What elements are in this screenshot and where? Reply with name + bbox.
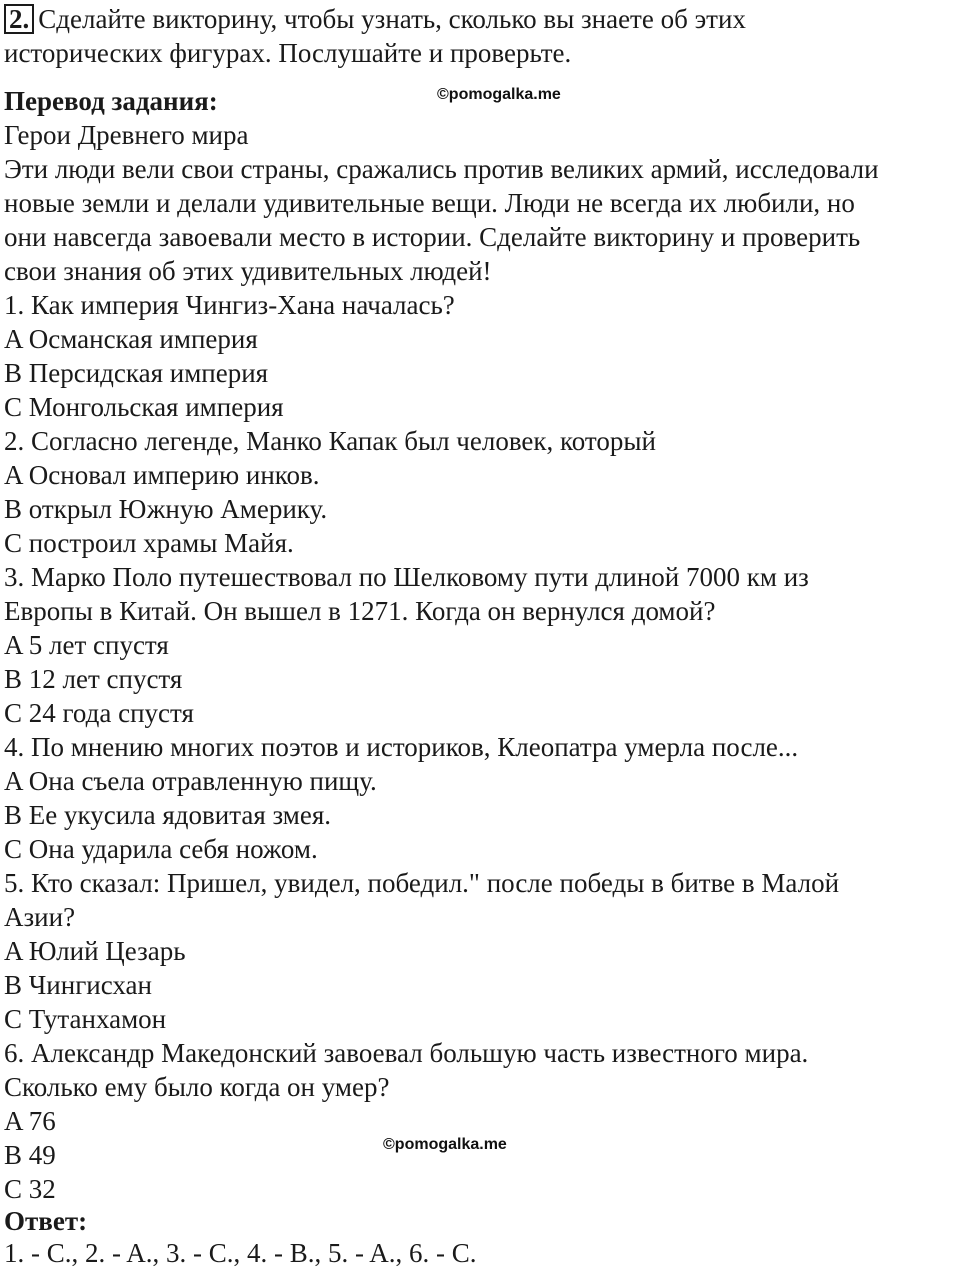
- intro-line: они навсегда завоевали место в истории. Сделайте викторину и проверить: [4, 222, 861, 252]
- quiz-option: C построил храмы Майя.: [4, 528, 294, 558]
- quiz-option: A Юлий Цезарь: [4, 936, 186, 966]
- task-line-2: исторических фигурах. Послушайте и проверьте.: [4, 38, 572, 68]
- quiz-option: B 49: [4, 1140, 56, 1170]
- quiz-option: A 5 лет спустя: [4, 630, 169, 660]
- quiz-question-3: 3. Марко Поло путешествовал по Шелковому пути длиной 7000 км из: [4, 562, 809, 592]
- quiz-option: C Она ударила себя ножом.: [4, 834, 318, 864]
- quiz-option: A Османская империя: [4, 324, 258, 354]
- quiz-option: A 76: [4, 1106, 56, 1136]
- quiz-question-6-cont: Сколько ему было когда он умер?: [4, 1072, 390, 1102]
- quiz-question-4: 4. По мнению многих поэтов и историков, Клеопатра умерла после...: [4, 732, 799, 762]
- quiz-question-6: 6. Александр Македонский завоевал большую часть известного мира.: [4, 1038, 809, 1068]
- translation-heading: Перевод задания:: [4, 86, 218, 116]
- quiz-option: C 24 года спустя: [4, 698, 194, 728]
- task-text-1: Сделайте викторину, чтобы узнать, сколько вы знаете об этих: [38, 4, 746, 34]
- quiz-question-2: 2. Согласно легенде, Манко Капак был человек, который: [4, 426, 656, 456]
- quiz-question-1: 1. Как империя Чингиз-Хана началась?: [4, 290, 455, 320]
- answer-text: 1. - C., 2. - A., 3. - C., 4. - B., 5. - A., 6. - C.: [4, 1238, 477, 1268]
- quiz-option: B открыл Южную Америку.: [4, 494, 328, 524]
- watermark-top: ©pomogalka.me: [437, 86, 561, 103]
- quiz-question-3-cont: Европы в Китай. Он вышел в 1271. Когда он вернулся домой?: [4, 596, 716, 626]
- quiz-option: B Чингисхан: [4, 970, 152, 1000]
- intro-line: Эти люди вели свои страны, сражались против великих армий, исследовали: [4, 154, 879, 184]
- quiz-question-5: 5. Кто сказал: Пришел, увидел, победил." после победы в битве в Малой: [4, 868, 840, 898]
- answer-heading: Ответ:: [4, 1206, 88, 1236]
- quiz-option: C Монгольская империя: [4, 392, 284, 422]
- task-line-1: [4, 2, 746, 36]
- quiz-option: A Она съела отравленную пищу.: [4, 766, 377, 796]
- intro-line: свои знания об этих удивительных людей!: [4, 256, 492, 286]
- quiz-option: C 32: [4, 1174, 56, 1204]
- watermark-bottom: ©pomogalka.me: [383, 1136, 507, 1153]
- quiz-option: C Тутанхамон: [4, 1004, 167, 1034]
- quiz-option: B 12 лет спустя: [4, 664, 183, 694]
- intro-line: новые земли и делали удивительные вещи. Люди не всегда их любили, но: [4, 188, 855, 218]
- task-number-badge: 2.: [4, 4, 34, 34]
- quiz-question-5-cont: Азии?: [4, 902, 76, 932]
- quiz-option: A Основал империю инков.: [4, 460, 320, 490]
- text-title: Герои Древнего мира: [4, 120, 249, 150]
- quiz-option: B Персидская империя: [4, 358, 269, 388]
- quiz-option: B Ее укусила ядовитая змея.: [4, 800, 332, 830]
